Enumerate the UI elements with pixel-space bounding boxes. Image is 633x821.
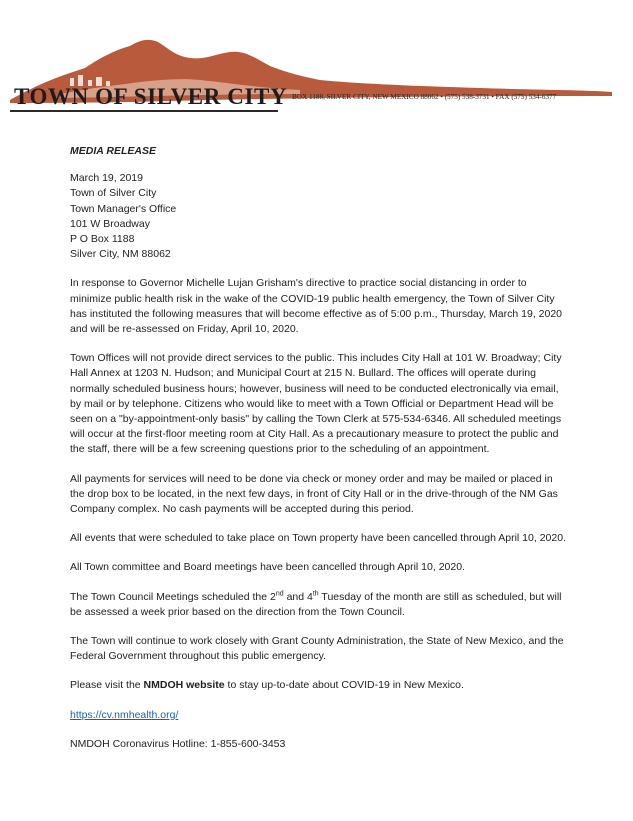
sender-block — [70, 171, 570, 262]
sender-line: Town Manager's Office — [70, 202, 177, 215]
paragraph-cooperation: The Town will continue to work closely with Grant County Administration, the State of New Mexico, and the Federal Government throughout this public emergency. — [70, 635, 564, 663]
release-date: March 19, 2019 — [70, 172, 143, 185]
nmdoh-link-line — [70, 708, 570, 723]
letterhead-address: BOX 1188, SILVER CITY, NEW MEXICO 88062 • (575) 538-3731 • FAX (575) 534-6377 — [292, 93, 557, 101]
paragraph-website: Please visit the NMDOH website to stay up-to-date about COVID-19 in New Mexico. — [70, 679, 464, 692]
sender-line: P O Box 1188 — [70, 233, 135, 246]
sender-line: Silver City, NM 88062 — [70, 248, 171, 261]
paragraph-events: All events that were scheduled to take place on Town property have been cancelled through April 10, 2020. — [70, 532, 566, 545]
nmdoh-link[interactable]: https://cv.nmhealth.org/ — [70, 708, 179, 721]
media-release-label: MEDIA RELEASE — [70, 145, 156, 157]
paragraph-payments: All payments for services will need to be done via check or money order and may be mailed or placed in the drop box to be located, in the next few days, in front of City Hall or in the drive-through of the NM Gas Company complex. No cash payments will be accepted during this period. — [70, 472, 558, 516]
release-content — [70, 144, 570, 766]
paragraph-committee: All Town committee and Board meetings have been cancelled through April 10, 2020. — [70, 561, 465, 574]
letterhead-rule — [10, 110, 278, 112]
sender-line: Town of Silver City — [70, 187, 157, 200]
paragraph-directive: In response to Governor Michelle Lujan Grisham's directive to practice social distancing in order to minimize public health risk in the wake of the COVID-19 public health emergency, the Town of Silver City has instituted the following measures that will become effective as of 5:00 p.m., Thursday, March 19, 2020 and will be re-assessed on Friday, April 10, 2020. — [70, 277, 563, 336]
town-name: TOWN OF SILVER CITY — [14, 84, 288, 109]
paragraph-council: The Town Council Meetings scheduled the 2nd and 4th Tuesday of the month are still as scheduled, but will be assessed a week prior based on the direction from the Town Council. — [70, 590, 562, 618]
hotline-line: NMDOH Coronavirus Hotline: 1-855-600-3453 — [70, 737, 286, 750]
nmdoh-website-text: NMDOH website — [143, 679, 225, 692]
letterhead — [0, 0, 633, 130]
paragraph-offices: Town Offices will not provide direct services to the public. This includes City Hall at 101 W. Broadway; City Hall Annex at 1203 N. Hudson; and Municipal Court at 215 N. Bullard. The offices will operate during normally scheduled business hours; however, business will need to be conducted electronically via email, by mail or by telephone. Citizens who would like to meet with a Town Official or Department Head will be seen on a "by-appointment-only basis" by calling the Town Clerk at 575-534-6346. All scheduled meetings will occur at the first-floor meeting room at City Hall. As a precautionary measure to protect the public and the staff, there will be a few screening questions prior to the scheduling of an appointment. — [70, 352, 562, 456]
sender-line: 101 W Broadway — [70, 217, 150, 230]
